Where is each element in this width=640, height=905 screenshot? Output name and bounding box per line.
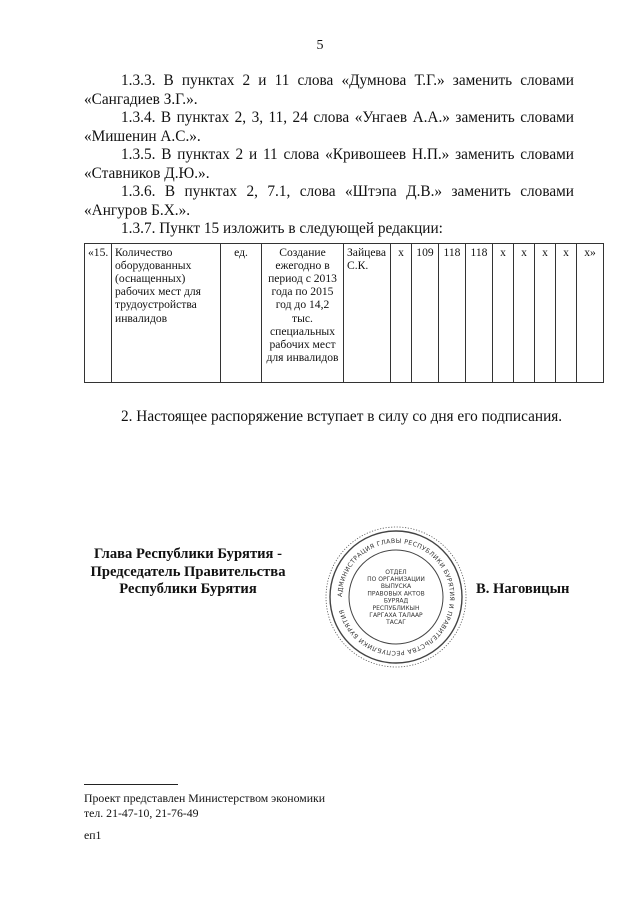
- document-body: [84, 72, 596, 383]
- footnote-line: тел. 21-47-10, 21-76-49: [84, 806, 199, 820]
- signatory-title-line: Глава Республики Бурятия -: [94, 546, 282, 562]
- table-row: [85, 243, 604, 382]
- paragraph-1-3-7: 1.3.7. Пункт 15 изложить в следующей редакции:: [121, 220, 443, 237]
- cell-value-7: x: [535, 243, 556, 382]
- cell-number: «15.: [85, 243, 112, 382]
- signatory-title-line: Республики Бурятия: [119, 581, 257, 597]
- signatory-name: В. Наговицын: [476, 581, 570, 597]
- paragraph-1-3-4: 1.3.4. В пунктах 2, 3, 11, 24 слова «Унгаев А.А.» заменить словами «Мишенин А.С.».: [84, 109, 574, 145]
- cell-value-9: x»: [577, 243, 604, 382]
- seal-ring-text: АДМИНИСТРАЦИЯ ГЛАВЫ РЕСПУБЛИКИ БУРЯТИЯ И ПРАВИТЕЛЬСТВА РЕСПУБЛИКИ БУРЯТИЯ: [336, 537, 456, 657]
- closing-paragraph: 2. Настоящее распоряжение вступает в силу со дня его подписания.: [121, 408, 563, 425]
- cell-responsible: Зайцева С.К.: [344, 243, 391, 382]
- footnote: [84, 791, 325, 821]
- footnote-line: Проект представлен Министерством экономики: [84, 791, 326, 805]
- page-number: 5: [316, 38, 324, 53]
- cell-value-3: 118: [439, 243, 466, 382]
- footnote-divider: [84, 784, 178, 785]
- cell-description: Создание ежегодно в период с 2013 года по 2015 год до 14,2 тыс. специальных рабочих мест для инвалидов: [262, 243, 344, 382]
- seal-center-line: ГАРГАХА ТАЛААР: [369, 612, 423, 619]
- document-code: еп1: [84, 828, 102, 842]
- cell-value-2: 109: [412, 243, 439, 382]
- seal-center-line: ОТДЕЛ: [385, 568, 407, 576]
- cell-indicator-name: Количество оборудованных (оснащенных) рабочих мест для трудоустройства инвалидов: [112, 243, 221, 382]
- cell-unit: ед.: [221, 243, 262, 382]
- paragraph-1-3-6: 1.3.6. В пунктах 2, 7.1, слова «Штэпа Д.В.» заменить словами «Ангуров Б.Х.».: [84, 183, 574, 219]
- seal-center-line: ТАСАГ: [386, 619, 406, 627]
- signatory-title-line: Председатель Правительства: [90, 563, 286, 580]
- paragraph-1-3-5: 1.3.5. В пунктах 2 и 11 слова «Кривошеев Н.П.» заменить словами «Ставников Д.Ю.».: [84, 146, 574, 182]
- signatory-title: [78, 546, 298, 599]
- paragraph-1-3-3: 1.3.3. В пунктах 2 и 11 слова «Думнова Т.Г.» заменить словами «Сангадиев З.Г.».: [84, 72, 574, 108]
- cell-value-8: x: [556, 243, 577, 382]
- seal-center-line: БУРЯАД: [383, 597, 409, 605]
- cell-value-5: x: [493, 243, 514, 382]
- cell-value-4: 118: [466, 243, 493, 382]
- cell-value-6: x: [514, 243, 535, 382]
- seal-center-line: ПРАВОВЫХ АКТОВ: [367, 590, 425, 598]
- seal-center-line: ПО ОРГАНИЗАЦИИ: [367, 576, 425, 583]
- cell-value-1: x: [391, 243, 412, 382]
- amendment-table: [84, 243, 604, 383]
- seal-center-line: РЕСПУБЛИКЫН: [372, 604, 420, 612]
- seal-center-line: ВЫПУСКА: [380, 583, 412, 591]
- official-seal: [323, 524, 469, 670]
